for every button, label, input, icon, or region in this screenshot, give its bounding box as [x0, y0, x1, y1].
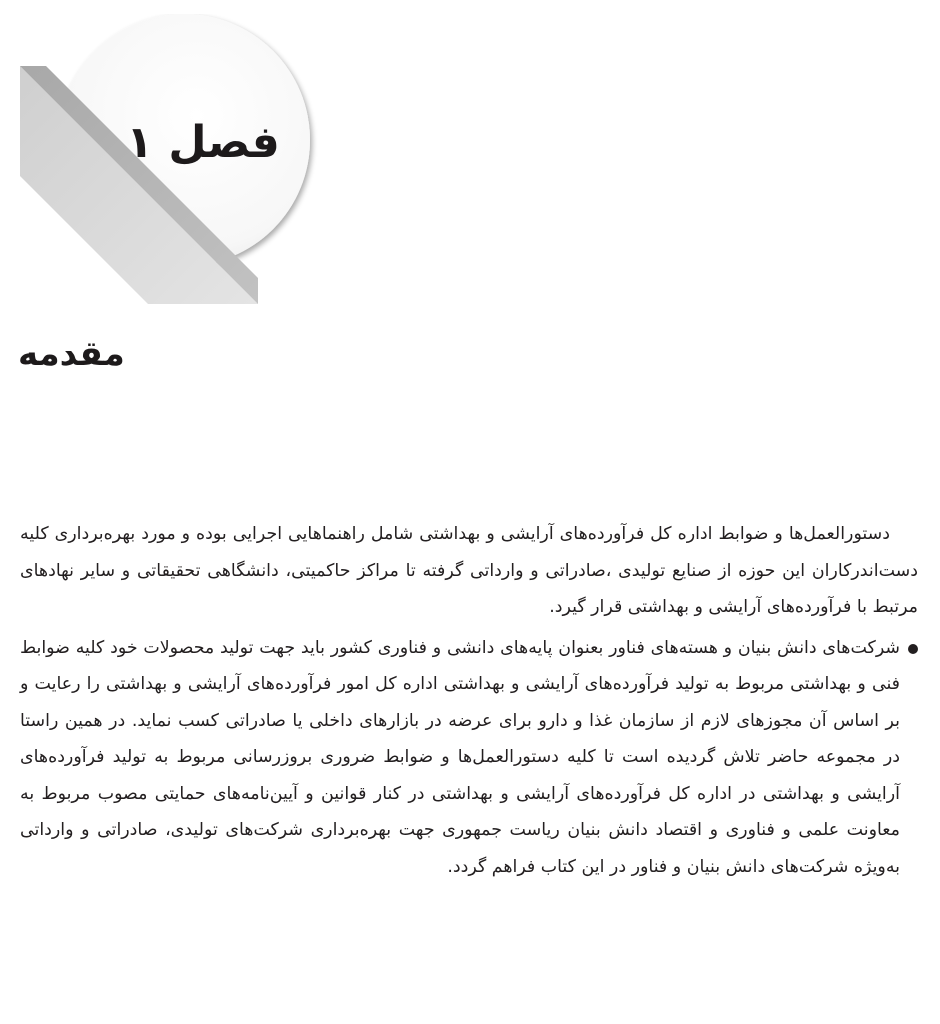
bullet-icon	[908, 644, 918, 654]
section-title: مقدمه	[18, 334, 125, 374]
intro-paragraph: دستورالعمل‌ها و ضوابط اداره کل فرآورده‌های آرایشی و بهداشتی شامل راهنماهایی اجرایی بوده و مورد بهره‌برداری کلیه دست‌اندرکاران این حوزه از صنایع تولیدی ،صادراتی و وارداتی گرفته تا مراکز حاکمیتی، دانشگاهی تحقیقاتی و سایر نهادهای مرتبط با فرآورده‌های آرایشی و بهداشتی قرار گیرد.	[20, 524, 918, 617]
body-text	[20, 516, 918, 885]
bullet-list-item	[20, 630, 918, 886]
bullet-paragraph: شرکت‌های دانش بنیان و هسته‌های فناور بعنوان پایه‌های دانشی و فناوری کشور باید جهت تولید محصولات خود کلیه ضوابط فنی و بهداشتی مربوط به تولید فرآورده‌های آرایشی و بهداشتی اداره کل امور فرآورده‌های آرایشی و بهداشتی را رعایت و بر اساس آن مجوزهای لازم از سازمان غذا و دارو برای عرضه در بازارهای داخلی یا صادراتی کسب نماید. در همین راستا در مجموعه حاضر تلاش گردیده است تا کلیه دستورالعمل‌ها و ضوابط ضروری بروزرسانی مربوط به تولید فرآورده‌های آرایشی و بهداشتی در اداره کل فرآورده‌های آرایشی و بهداشتی در کنار قوانین و آیین‌نامه‌های حمایتی مصوب مربوط به معاونت علمی و فناوری و اقتصاد دانش بنیان ریاست جمهوری جهت بهره‌برداری شرکت‌های تولیدی، صادراتی و وارداتی به‌ویژه شرکت‌های دانش بنیان و فناور در این کتاب فراهم گردد.	[20, 637, 900, 877]
chapter-title: فصل ۱	[126, 117, 280, 168]
